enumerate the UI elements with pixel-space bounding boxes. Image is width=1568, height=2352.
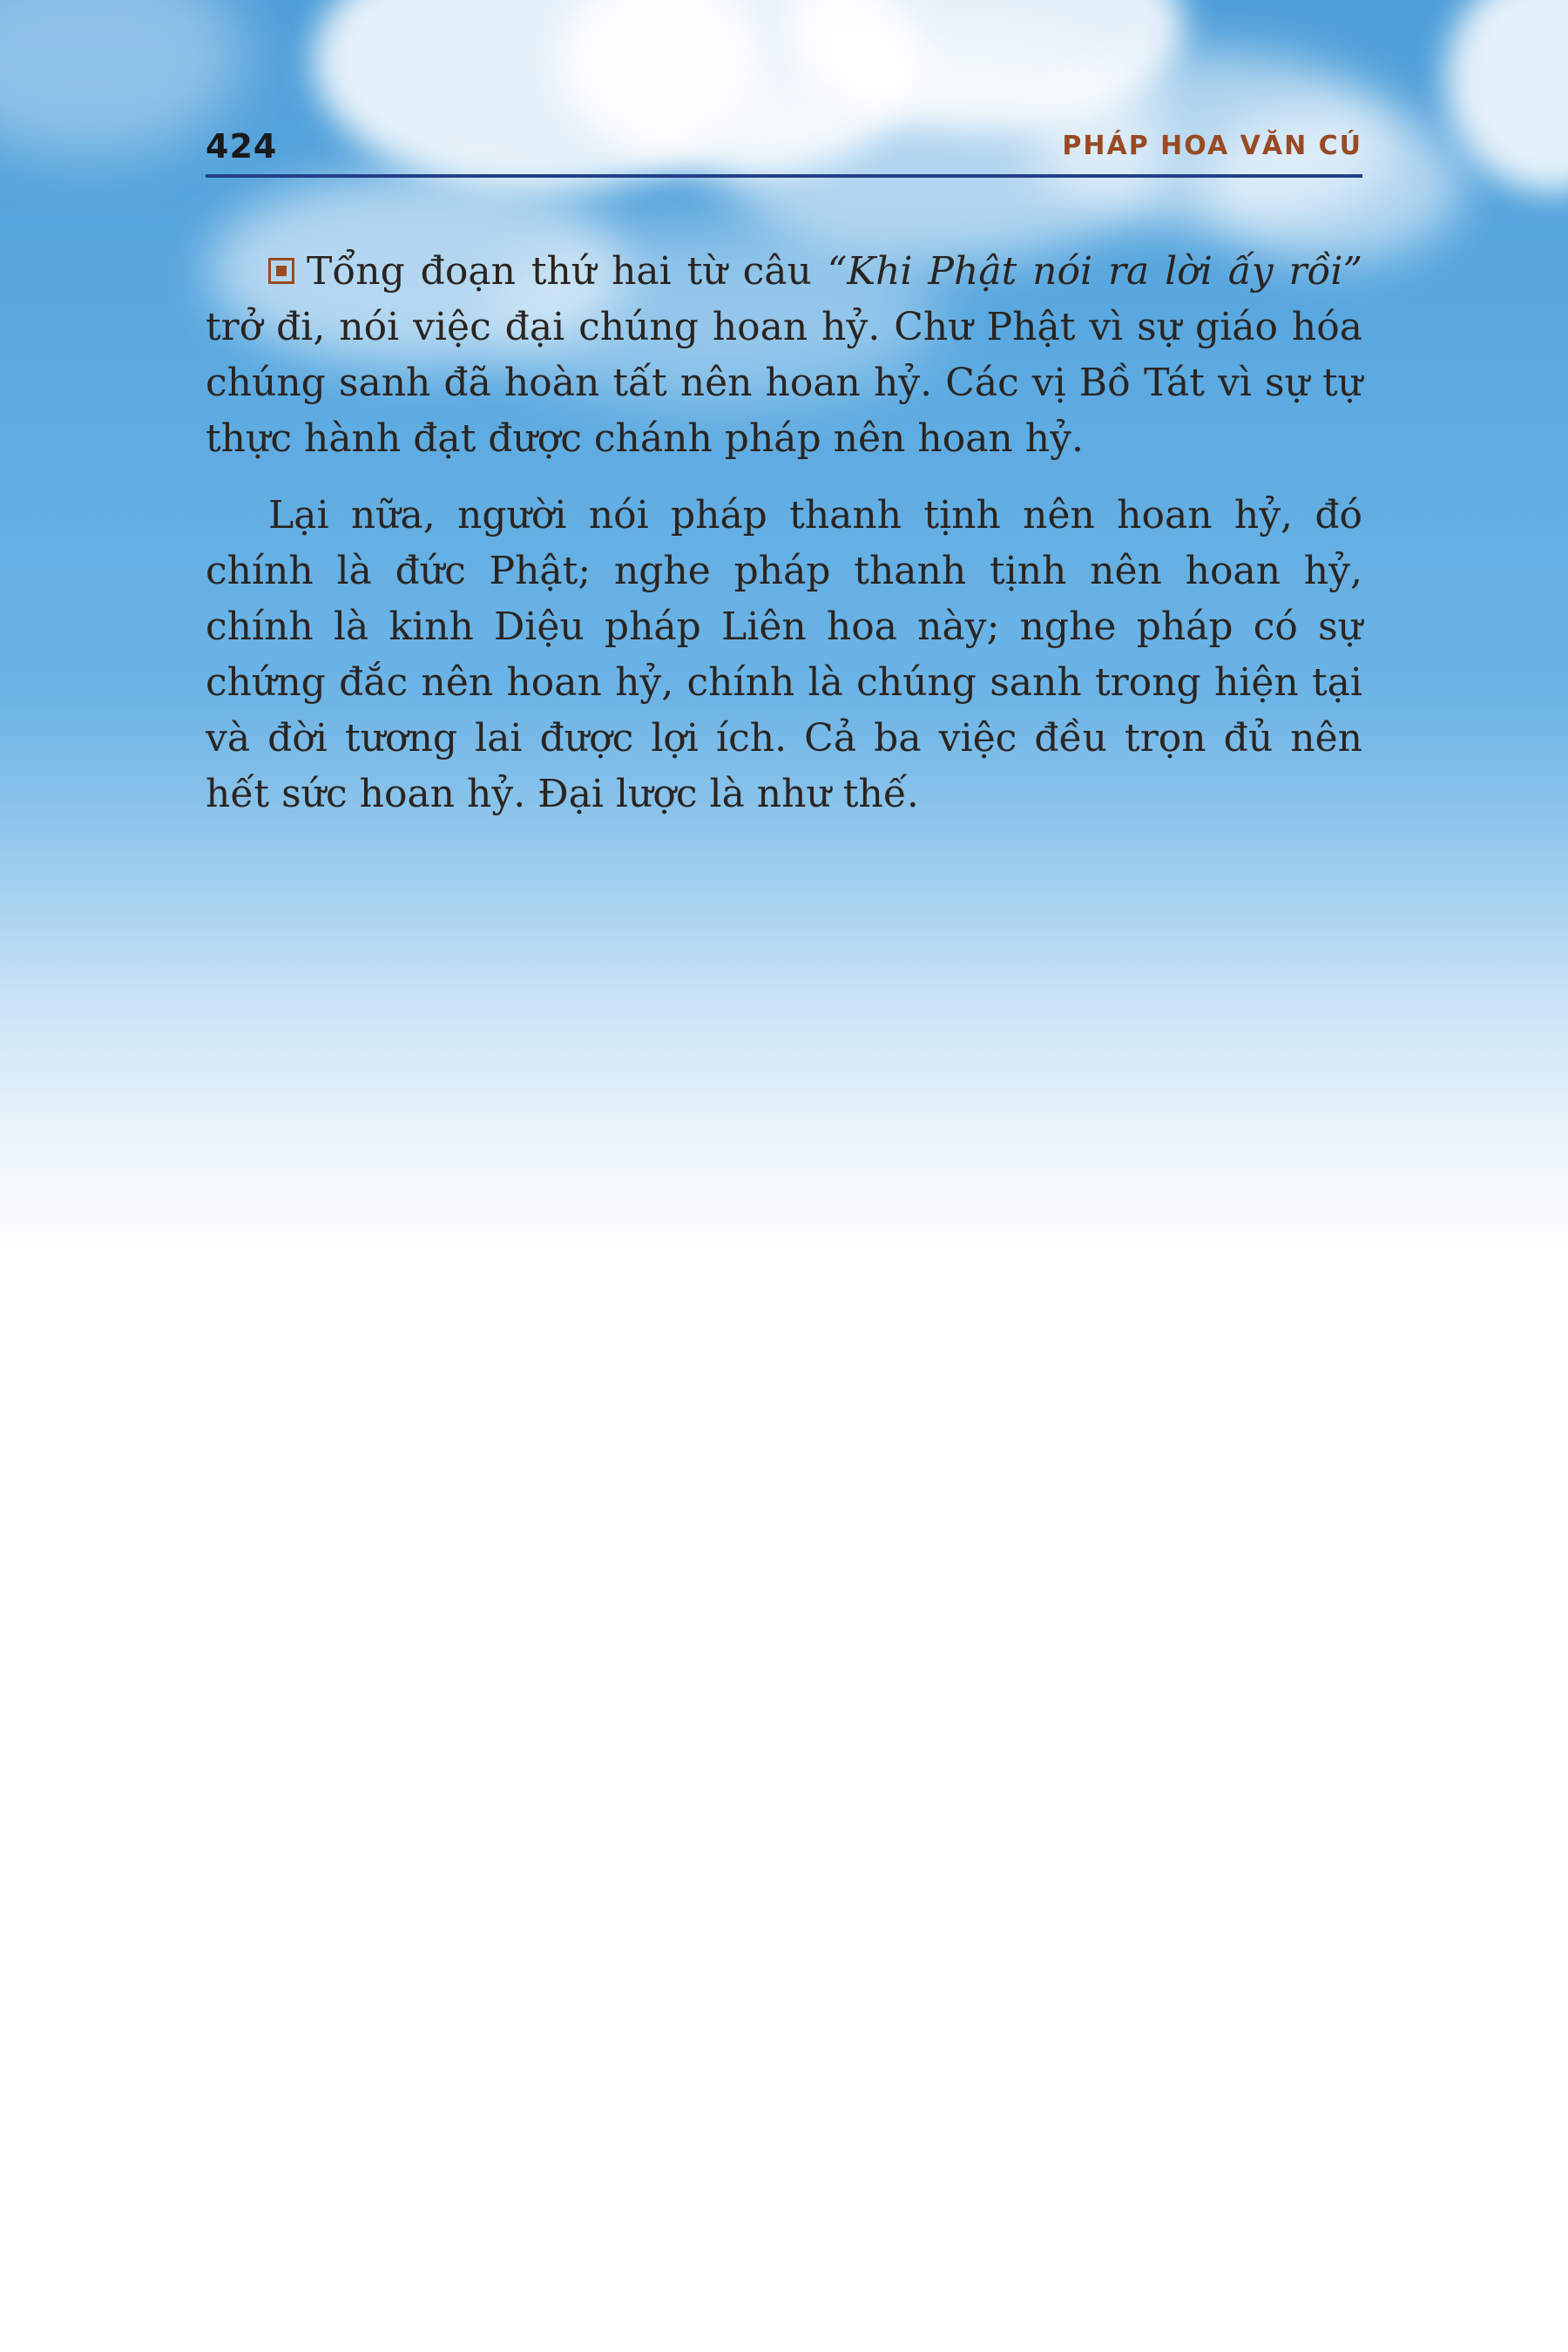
- paragraph-1-lead: Tổng đoạn thứ hai từ câu: [307, 249, 828, 294]
- page-number: 424: [206, 127, 278, 166]
- square-bullet-icon: [268, 258, 294, 284]
- body-text: [206, 244, 1362, 843]
- header-rule: [206, 174, 1362, 178]
- running-title: PHÁP HOA VĂN CÚ: [1062, 131, 1362, 161]
- paragraph-1-quote: “Khi Phật nói ra lời ấy rồi”: [827, 249, 1362, 294]
- paragraph-1: [206, 244, 1362, 467]
- paragraph-1-rest: trở đi, nói việc đại chúng hoan hỷ. Chư Phật vì sự giáo hóa chúng sanh đã hoàn tất nên hoan hỷ. Các vị Bồ Tát vì sự tự thực hành đạt được chánh pháp nên hoan hỷ.: [206, 305, 1362, 461]
- page-header: [206, 122, 1362, 178]
- paragraph-2: Lại nữa, người nói pháp thanh tịnh nên hoan hỷ, đó chính là đức Phật; nghe pháp thanh tịnh nên hoan hỷ, chính là kinh Diệu pháp Liên hoa này; nghe pháp có sự chứng đắc nên hoan hỷ, chính là chúng sanh trong hiện tại và đời tương lai được lợi ích. Cả ba việc đều trọn đủ nên hết sức hoan hỷ. Đại lược là như thế.: [206, 493, 1362, 816]
